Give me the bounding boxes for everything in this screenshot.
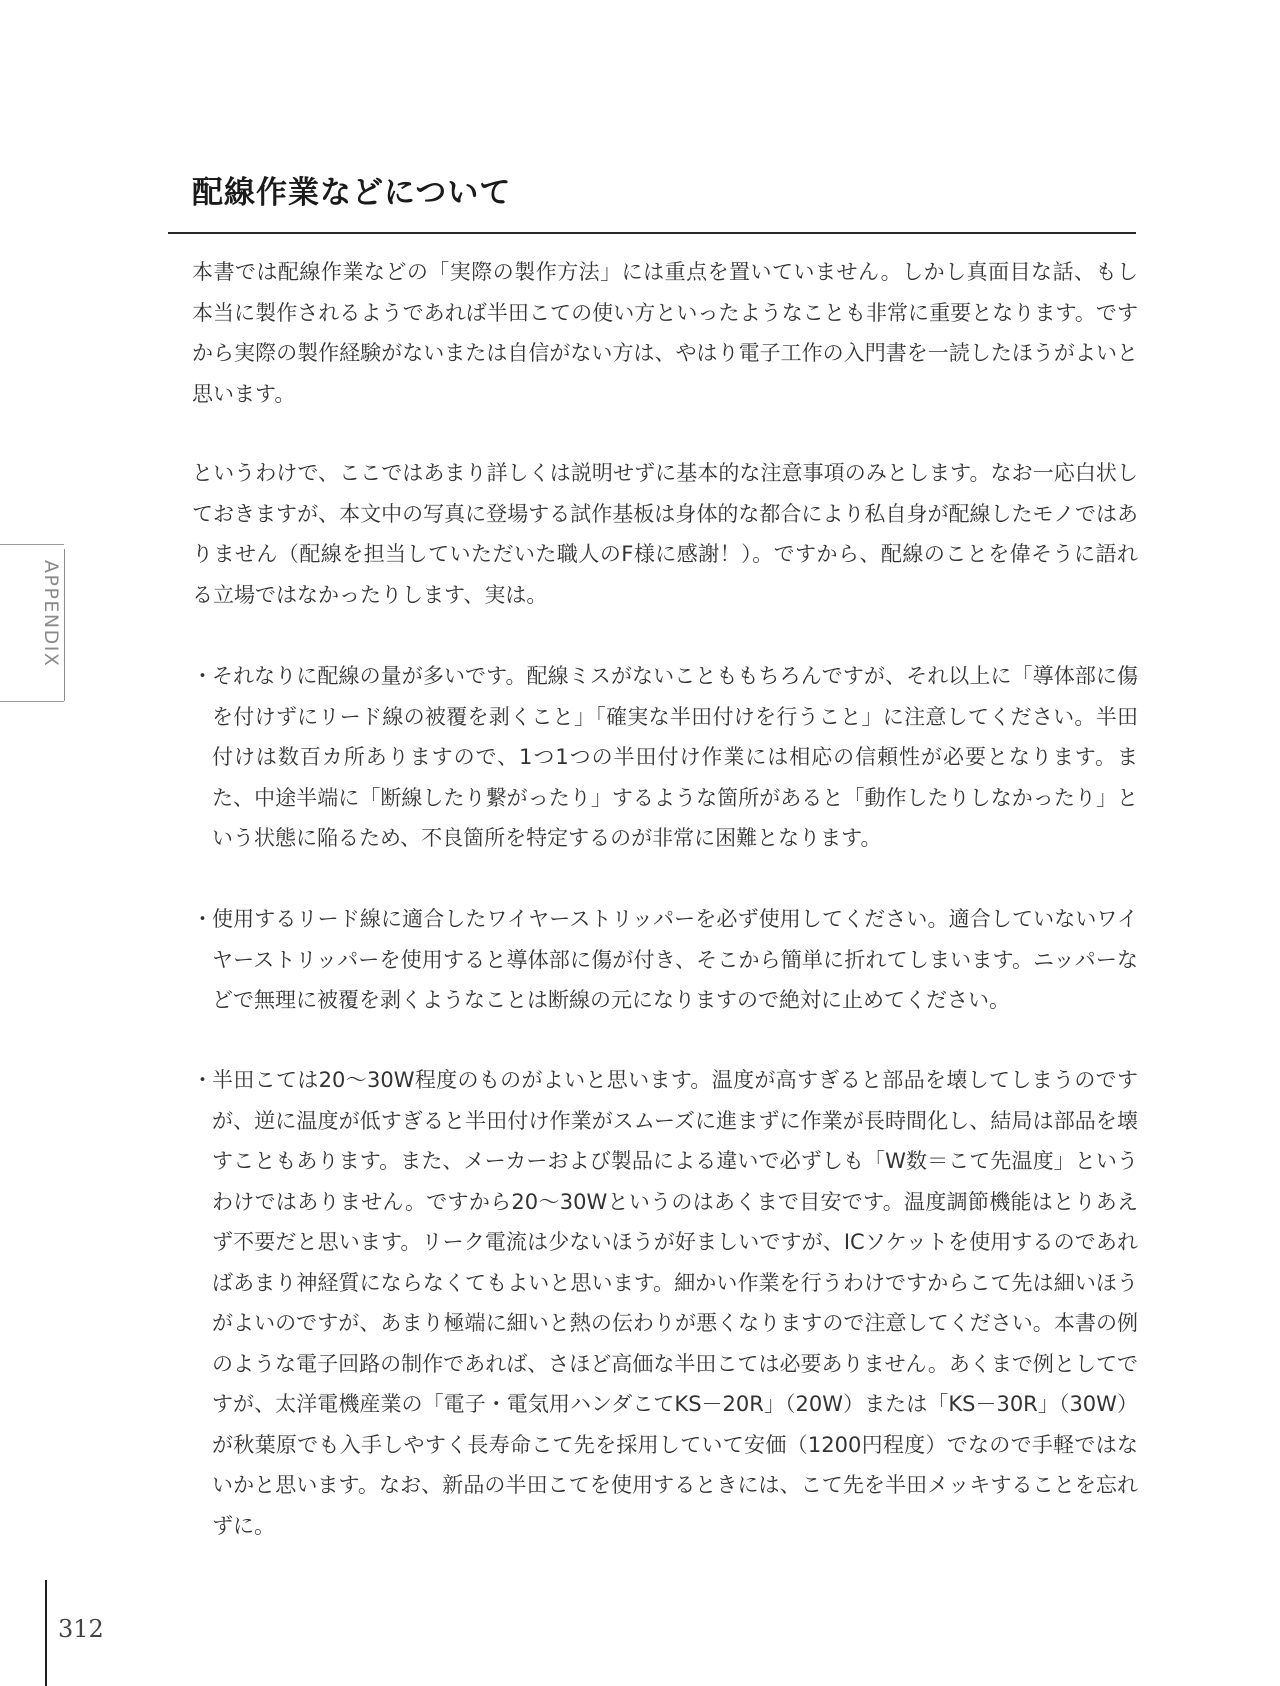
bullet-text: 使用するリード線に適合したワイヤーストリッパーを必ず使用してください。適合していないワイヤーストリッパーを使用すると導体部に傷が付き、そこから簡単に折れてしまいます。ニッパーなどで無理に被覆を剥くようなことは断線の元になりますので絶対に止めてください。 [212, 907, 1138, 1012]
intro-paragraph [192, 252, 1138, 414]
side-tab-divider [64, 549, 65, 701]
bullet-item-soldering-iron [192, 1060, 1138, 1546]
bullet-marker: ・ [192, 664, 213, 688]
title-divider [168, 232, 1136, 234]
page-number: 312 [58, 1615, 104, 1643]
bullet-text: 半田こては20～30W程度のものがよいと思います。温度が高すぎると部品を壊してしまうのですが、逆に温度が低すぎると半田付け作業がスムーズに進まずに作業が長時間化し、結局は部品を壊すこともあります。また、メーカーおよび製品による違いで必ずしも「W数＝こて先温度」というわけではありません。ですから20～30Wというのはあくまで目安です。温度調節機能はとりあえず不要だと思います。リーク電流は少ないほうが好ましいですが、ICソケットを使用するのであればあまり神経質にならなくてもよいと思います。細かい作業を行うわけですからこて先は細いほうがよいのですが、あまり極端に細いと熱の伝わりが悪くなりますので注意してください。本書の例のような電子回路の制作であれば、さほど高価な半田こては必要ありません。あくまで例としてですが、太洋電機産業の「電子・電気用ハンダこてKS－20R」（20W）または「KS－30R」（30W）が秋葉原でも入手しやすく長寿命こて先を採用していて安価（1200円程度）でなので手軽ではないかと思います。なお、新品の半田こてを使用するときには、こて先を半田メッキすることを忘れずに。 [212, 1068, 1138, 1538]
disclaimer-paragraph [192, 453, 1138, 615]
page-number-rule [45, 1580, 47, 1686]
section-tab-label: APPENDIX [40, 560, 62, 668]
bullet-item-wiring [192, 656, 1138, 859]
paragraph-text: というわけで、ここではあまり詳しくは説明せずに基本的な注意事項のみとします。なお一応白状しておきますが、本文中の写真に登場する試作基板は身体的な都合により私自身が配線したモノではありません（配線を担当していただいた職人のF様に感謝！）。ですから、配線のことを偉そうに語れる立場ではなかったりします、実は。 [192, 461, 1138, 607]
page-title: 配線作業などについて [192, 175, 512, 211]
bullet-item-wire-stripper [192, 899, 1138, 1021]
bullet-marker: ・ [192, 1068, 213, 1092]
bullet-marker: ・ [192, 907, 213, 931]
paragraph-text: 本書では配線作業などの「実際の製作方法」には重点を置いていません。しかし真面目な話、もし本当に製作されるようであれば半田こての使い方といったようなことも非常に重要となります。ですから実際の製作経験がないまたは自信がない方は、やはり電子工作の入門書を一読したほうがよいと思います。 [192, 260, 1138, 406]
bullet-text: それなりに配線の量が多いです。配線ミスがないことももちろんですが、それ以上に「導体部に傷を付けずにリード線の被覆を剥くこと」「確実な半田付けを行うこと」に注意してください。半田付けは数百カ所ありますので、1つ1つの半田付け作業には相応の信頼性が必要となります。また、中途半端に「断線したり繋がったり」するような箇所があると「動作したりしなかったり」という状態に陥るため、不良箇所を特定するのが非常に困難となります。 [212, 664, 1138, 850]
